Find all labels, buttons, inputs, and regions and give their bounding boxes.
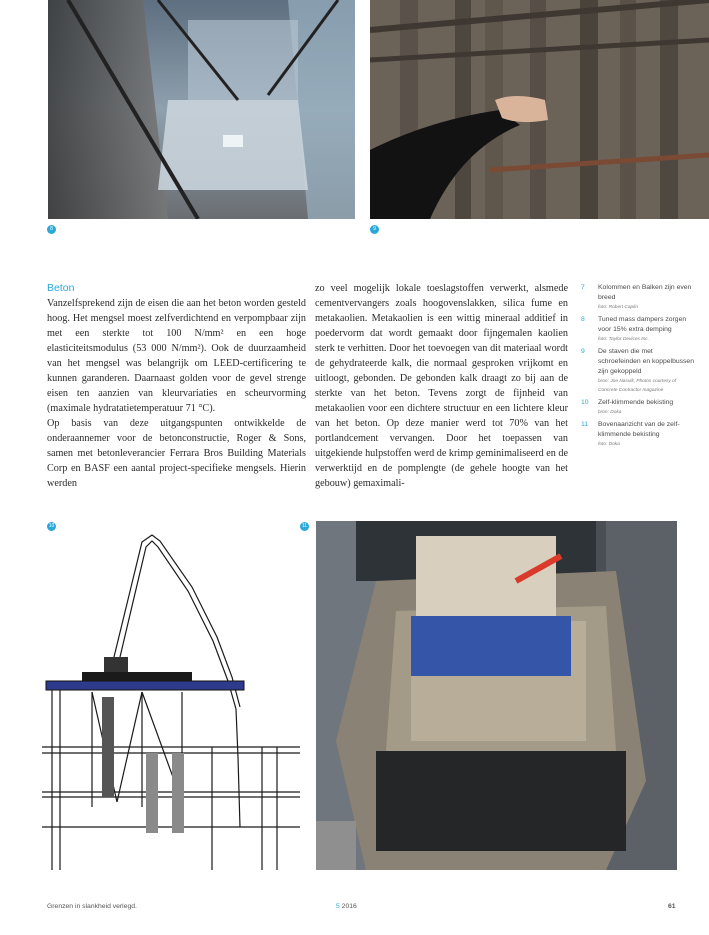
- caption-text: Tuned mass dampers zorgen voor 15% extra demping: [598, 316, 687, 333]
- figure-captions: [581, 283, 696, 452]
- caption-number: 11: [581, 421, 589, 428]
- caption-text: Zelf-klimmende bekisting: [598, 399, 674, 406]
- figure-10-badge: 10: [48, 523, 55, 529]
- caption-number: 7: [581, 284, 585, 291]
- article-paragraph: zo veel mogelijk lokale toeslagstoffen verwerkt, alsmede cementvervangers zoals hoogovenslakken, silica fume en metakaolien. Metakaolien is een wittig mineraal additief in poedervorm dat wordt gemaakt door fijngemalen kaolien sterk te verhitten. Door het toevoegen van dit materiaal wordt de gehydrateerde kalk, die normaal gesproken vrijkomt en uitloogt, gebonden. De gebonden kalk draagt zo bij aan de sterkte van het beton. Tevens zorgt de fijnheid van metakaolien voor een dichtere structuur en een lichtere kleur van het beton. Op deze manier werd tot 70% van het portlandcement vervangen. Door het toepassen van uitgekiende hulpstoffen werd de krimp geminimaliseerd en de verwerktijd en de pomplengte (de gehele hoogte van het gebouw) gemaximali-: [315, 283, 569, 489]
- figure-8-badge: 8: [47, 225, 56, 234]
- section-heading: Beton: [47, 282, 75, 294]
- figure-9-photo: [370, 0, 709, 219]
- caption-11: [581, 420, 696, 449]
- figure-10-drawing: [42, 527, 300, 870]
- article-column-2: [315, 281, 568, 491]
- caption-7: [581, 283, 696, 312]
- article-column-1: [47, 281, 306, 491]
- figure-11-photo: [316, 521, 677, 870]
- aerial-photo: [316, 521, 677, 870]
- article-paragraph: Vanzelfsprekend zijn de eisen die aan het beton worden gesteld hoog. Het mengsel moest zelfverdichtend en verpompbaar zijn met een sterkte tot 100 N/mm² en een hoge elasticiteitsmodulus (53 000 N/mm²). Ook de duurzaamheid van het mengsel was belangrijk om LEED-certificering te kunnen garanderen. Daarnaast golden voor de gevel strenge eisen ten aanzien van kleurvariaties en scheurvorming (maximale hydratatietemperatuur 71 °C).: [47, 298, 306, 414]
- caption-text: Kolommen en Balken zijn even breed: [598, 284, 692, 301]
- caption-credit: foto: Robert Caplin: [598, 305, 638, 310]
- caption-number: 10: [581, 399, 589, 406]
- caption-credit: foto: Doka: [598, 442, 620, 447]
- caption-10: [581, 398, 696, 417]
- article-paragraph: Op basis van deze uitgangspunten ontwikkelde de onderaannemer voor de betonconstructie, Roger & Sons, samen met betonleverancier Ferrara Bros Building Materials Corp en BASF een aantal project-specifieke mengsels. Hierin werden: [47, 418, 306, 489]
- caption-number: 8: [581, 316, 585, 323]
- formwork-drawing: [42, 527, 300, 870]
- caption-credit: bron: Joe Nasvik, Photos courtesy of Concrete Contractor magazine: [598, 379, 677, 393]
- caption-credit: bron: Doka: [598, 410, 622, 415]
- issue-number: 5: [336, 903, 340, 910]
- caption-credit: foto: Taylor Devices Inc.: [598, 337, 650, 342]
- caption-text: Bovenaanzicht van de zelf-klimmende bekisting: [598, 421, 680, 438]
- figure-9-badge: 9: [370, 225, 379, 234]
- issue-year: 2016: [341, 903, 357, 910]
- rebar-photo: [370, 0, 709, 219]
- page-number: 61: [668, 903, 676, 910]
- caption-number: 9: [581, 348, 585, 355]
- caption-9: [581, 347, 696, 395]
- atrium-photo: [48, 0, 355, 219]
- footer-issue: [336, 903, 357, 910]
- footer-left: Grenzen in slankheid verlegd.: [47, 903, 137, 910]
- figure-11-badge: 11: [301, 523, 308, 529]
- caption-8: [581, 315, 696, 344]
- caption-text: De staven die met schroefeinden en koppelbussen zijn gekoppeld: [598, 348, 694, 375]
- figure-8-photo: [48, 0, 355, 219]
